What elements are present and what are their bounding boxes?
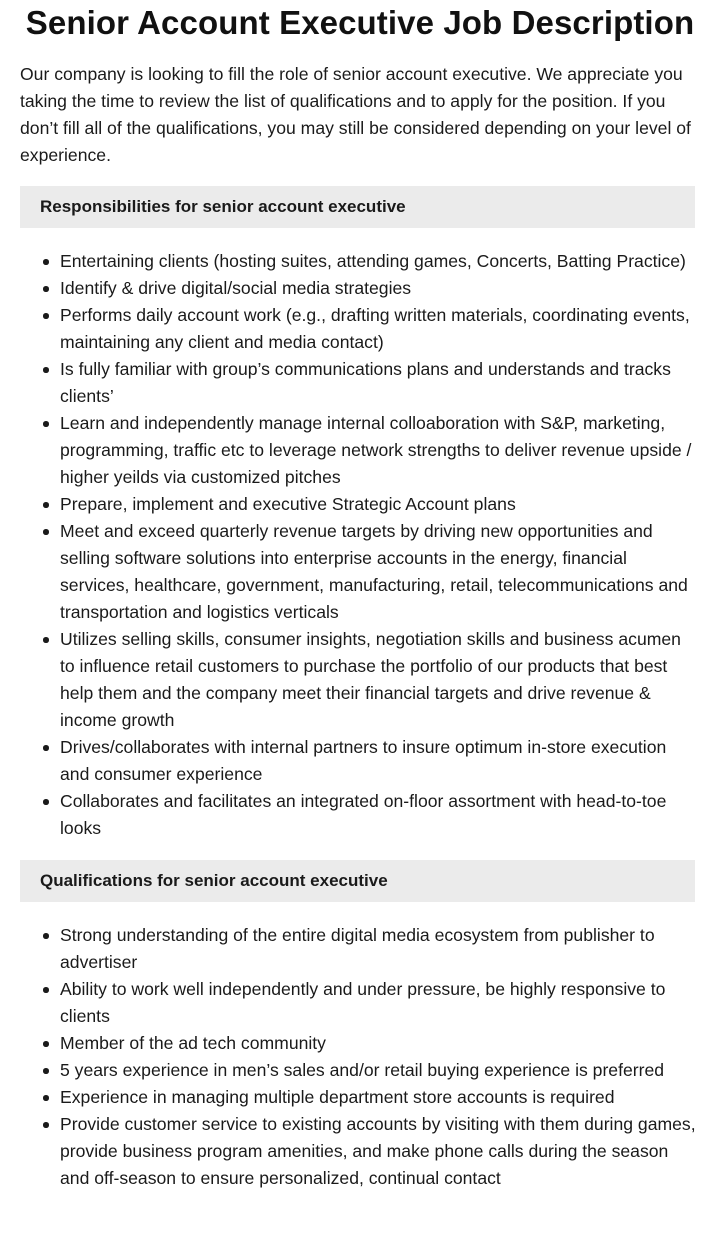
list-item-text: Collaborates and facilitates an integrated on-floor assortment with head-to-toe looks <box>60 791 667 838</box>
list-item <box>60 491 700 518</box>
list-item <box>60 976 700 1030</box>
list-item <box>60 1111 700 1192</box>
list-item <box>60 410 700 491</box>
bullet-icon <box>43 1095 49 1101</box>
bullet-icon <box>43 933 49 939</box>
list-item-text: Learn and independently manage internal colloaboration with S&P, marketing, programming, traffic etc to leverage network strengths to deliver revenue upside / higher yeilds via customized pitches <box>60 413 692 487</box>
list-item <box>60 626 700 734</box>
list-item <box>60 922 700 976</box>
list-item <box>60 248 700 275</box>
list-item-text: 5 years experience in men’s sales and/or retail buying experience is preferred <box>60 1060 665 1080</box>
bullet-icon <box>43 1068 49 1074</box>
bullet-icon <box>43 1041 49 1047</box>
list-item-text: Utilizes selling skills, consumer insights, negotiation skills and business acumen to influence retail customers to purchase the portfolio of our products that best help them and the company meet their financial targets and drive revenue & income growth <box>60 629 681 730</box>
list-item <box>60 1084 700 1111</box>
bullet-icon <box>43 421 49 427</box>
responsibilities-heading: Responsibilities for senior account executive <box>20 186 695 228</box>
list-item-text: Ability to work well independently and under pressure, be highly responsive to clients <box>60 979 666 1026</box>
responsibilities-list <box>0 248 720 842</box>
bullet-icon <box>43 1122 49 1128</box>
list-item-text: Experience in managing multiple department store accounts is required <box>60 1087 615 1107</box>
bullet-icon <box>43 313 49 319</box>
list-item <box>60 356 700 410</box>
list-item-text: Meet and exceed quarterly revenue targets by driving new opportunities and selling software solutions into enterprise accounts in the energy, financial services, healthcare, government, manufacturing, retail, telecommunications and transportation and logistics verticals <box>60 521 688 622</box>
bullet-icon <box>43 987 49 993</box>
list-item-text: Performs daily account work (e.g., drafting written materials, coordinating events, maintaining any client and media contact) <box>60 305 690 352</box>
bullet-icon <box>43 259 49 265</box>
list-item-text: Identify & drive digital/social media strategies <box>60 278 412 298</box>
list-item-text: Member of the ad tech community <box>60 1033 326 1053</box>
list-item-text: Is fully familiar with group’s communications plans and understands and tracks clients’ <box>60 359 671 406</box>
list-item <box>60 734 700 788</box>
bullet-icon <box>43 286 49 292</box>
intro-paragraph: Our company is looking to fill the role of senior account executive. We appreciate you taking the time to review the list of qualifications and to apply for the position. If you don’t fill all of the qualifications, you may still be considered depending on your level of experience. <box>20 64 691 165</box>
bullet-icon <box>43 637 49 643</box>
list-item <box>60 1057 700 1084</box>
page-title: Senior Account Executive Job Description <box>25 4 695 41</box>
bullet-icon <box>43 367 49 373</box>
bullet-icon <box>43 502 49 508</box>
bullet-icon <box>43 745 49 751</box>
list-item-text: Entertaining clients (hosting suites, attending games, Concerts, Batting Practice) <box>60 251 686 271</box>
bullet-icon <box>43 799 49 805</box>
list-item <box>60 1030 700 1057</box>
list-item-text: Prepare, implement and executive Strategic Account plans <box>60 494 516 514</box>
qualifications-heading: Qualifications for senior account executive <box>20 860 695 902</box>
list-item <box>60 518 700 626</box>
bullet-icon <box>43 529 49 535</box>
list-item <box>60 788 700 842</box>
list-item-text: Strong understanding of the entire digital media ecosystem from publisher to advertiser <box>60 925 655 972</box>
list-item-text: Provide customer service to existing accounts by visiting with them during games, provide business program amenities, and make phone calls during the season and off-season to ensure personalized, continual contact <box>60 1114 696 1188</box>
qualifications-list <box>0 922 720 1192</box>
list-item <box>60 302 700 356</box>
list-item <box>60 275 700 302</box>
list-item-text: Drives/collaborates with internal partners to insure optimum in-store execution and consumer experience <box>60 737 667 784</box>
